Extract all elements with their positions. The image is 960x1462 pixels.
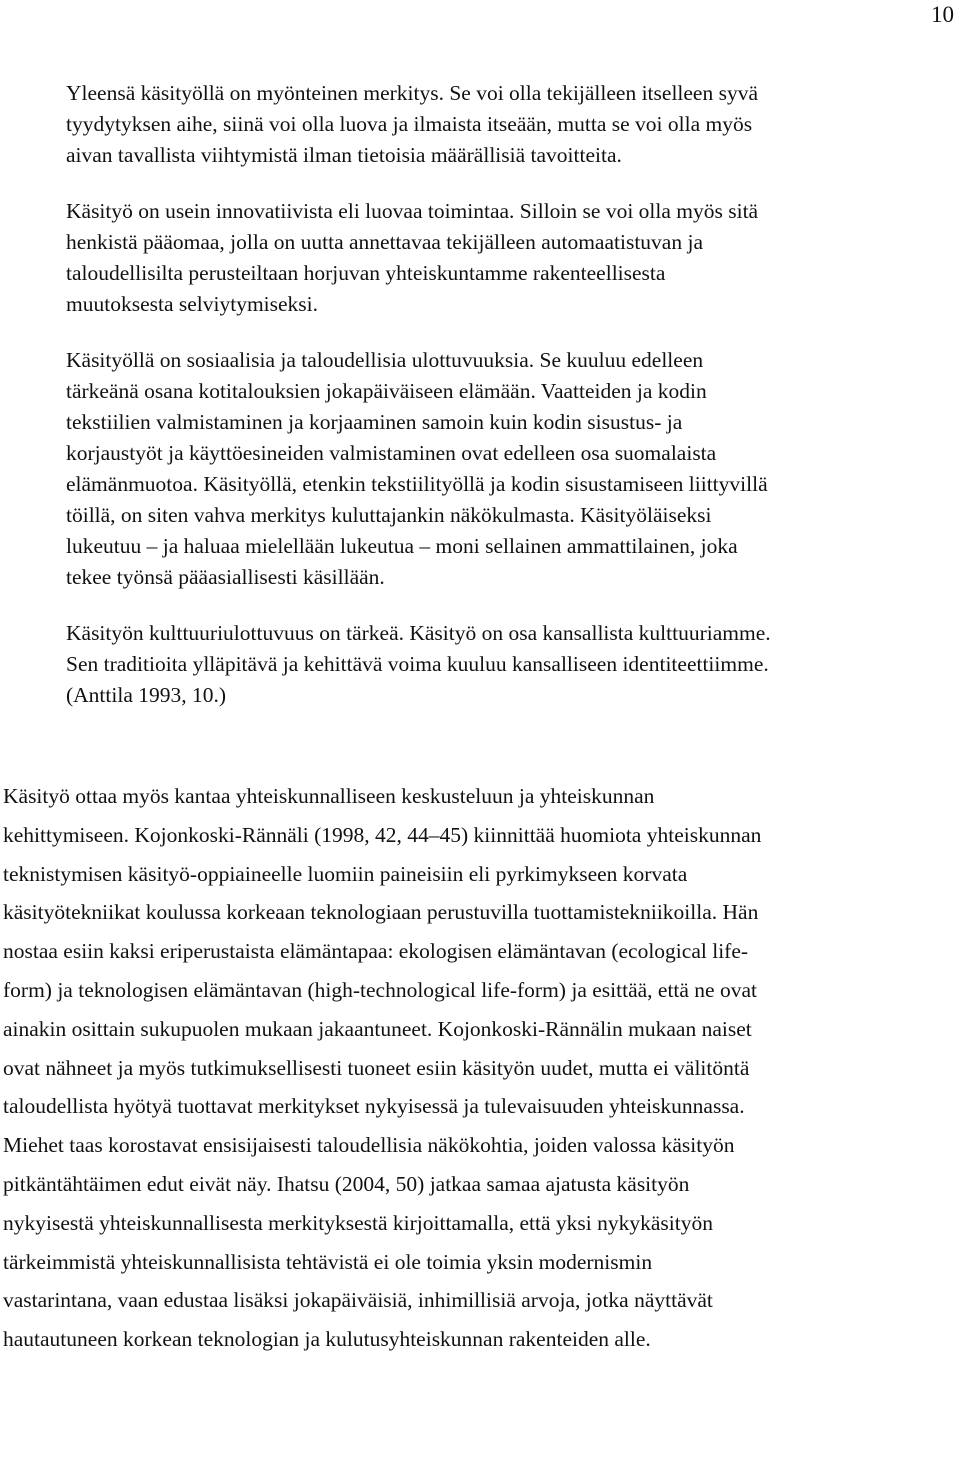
text-line: nostaa esiin kaksi eriperustaista elämäntapaa: ekologisen elämäntavan (ecological life- xyxy=(3,939,749,964)
text-line: korjaustyöt ja käyttöesineiden valmistaminen ovat edelleen osa suomalaista xyxy=(66,441,717,465)
text-line: tekee työnsä pääasiallisesti käsillään. xyxy=(66,565,385,589)
text-line: Sen traditioita ylläpitävä ja kehittävä voima kuuluu kansalliseen identiteettiimme. xyxy=(66,652,769,676)
text-line: henkistä pääomaa, jolla on uutta annettavaa tekijälleen automaatistuvan ja xyxy=(66,230,703,254)
text-line: aivan tavallista viihtymistä ilman tietoisia määrällisiä tavoitteita. xyxy=(66,143,622,167)
text-line: Käsityö on usein innovatiivista eli luovaa toimintaa. Silloin se voi olla myös sitä xyxy=(66,199,759,223)
text-line: vastarintana, vaan edustaa lisäksi jokapäiväisiä, inhimillisiä arvoja, jotka näyttävät xyxy=(3,1288,713,1313)
text-line: lukeutuu – ja haluaa mielellään lukeutua – moni sellainen ammattilainen, joka xyxy=(66,534,738,558)
text-line: form) ja teknologisen elämäntavan (high-technological life-form) ja esittää, että ne ovat xyxy=(3,977,757,1002)
body-text xyxy=(3,777,956,1359)
text-line: tyydytyksen aihe, siinä voi olla luova ja ilmaista itseään, mutta se voi olla myös xyxy=(66,112,753,136)
text-line: (Anttila 1993, 10.) xyxy=(66,683,227,707)
text-line: taloudellista hyötyä tuottavat merkitykset nykyisessä ja tulevaisuuden yhteiskunnassa. xyxy=(3,1094,745,1119)
quote-paragraph xyxy=(66,618,956,711)
text-line: tekstiilien valmistaminen ja korjaaminen samoin kuin kodin sisustus- ja xyxy=(66,410,683,434)
text-line: tärkeänä osana kotitalouksien jokapäiväiseen elämään. Vaatteiden ja kodin xyxy=(66,379,707,403)
text-line: Käsityöllä on sosiaalisia ja taloudellisia ulottuvuuksia. Se kuuluu edelleen xyxy=(66,348,704,372)
text-line: Käsityö ottaa myös kantaa yhteiskunnalliseen keskusteluun ja yhteiskunnan xyxy=(3,784,655,808)
text-line: teknistymisen käsityö-oppiaineelle luomiin paineisiin eli pyrkimykseen korvata xyxy=(3,861,688,886)
text-line: hautautuneen korkean teknologian ja kulutusyhteiskunnan rakenteiden alle. xyxy=(3,1327,651,1352)
text-line: ovat nähneet ja myös tutkimuksellisesti tuoneet esiin käsityön uudet, mutta ei välitöntä xyxy=(3,1055,750,1080)
quote-paragraph xyxy=(66,345,956,593)
body-paragraph xyxy=(3,777,956,1359)
quote-paragraph xyxy=(66,78,956,171)
text-line: muutoksesta selviytymiseksi. xyxy=(66,292,319,316)
quote-paragraph xyxy=(66,196,956,320)
text-line: Käsityön kulttuuriulottuvuus on tärkeä. Käsityö on osa kansallista kulttuuriamme. xyxy=(66,621,771,645)
text-line: töillä, on siten vahva merkitys kuluttajankin näkökulmasta. Käsityöläiseksi xyxy=(66,503,712,527)
text-line: käsityötekniikat koulussa korkeaan teknologiaan perustuvilla tuottamistekniikoilla. Hän xyxy=(3,900,759,925)
text-line: ainakin osittain sukupuolen mukaan jakaantuneet. Kojonkoski-Rännälin mukaan naiset xyxy=(3,1016,752,1041)
text-line: kehittymiseen. Kojonkoski-Rännäli (1998, 42, 44–45) kiinnittää huomiota yhteiskunnan xyxy=(3,822,762,847)
text-line: tärkeimmistä yhteiskunnallisista tehtävistä ei ole toimia yksin modernismin xyxy=(3,1249,653,1274)
text-line: nykyisestä yhteiskunnallisesta merkityksestä kirjoittamalla, että yksi nykykäsityön xyxy=(3,1210,713,1235)
text-line: elämänmuotoa. Käsityöllä, etenkin tekstiilityöllä ja kodin sisustamiseen liittyvillä xyxy=(66,472,768,496)
page-number: 10 xyxy=(931,2,954,27)
text-line: pitkäntähtäimen edut eivät näy. Ihatsu (2004, 50) jatkaa samaa ajatusta käsityön xyxy=(3,1171,690,1196)
block-quote xyxy=(66,78,956,711)
text-line: Yleensä käsityöllä on myönteinen merkitys. Se voi olla tekijälleen itselleen syvä xyxy=(66,81,759,105)
text-line: Miehet taas korostavat ensisijaisesti taloudellisia näkökohtia, joiden valossa käsityön xyxy=(3,1133,735,1158)
text-line: taloudellisilta perusteiltaan horjuvan yhteiskuntamme rakenteellisesta xyxy=(66,261,666,285)
